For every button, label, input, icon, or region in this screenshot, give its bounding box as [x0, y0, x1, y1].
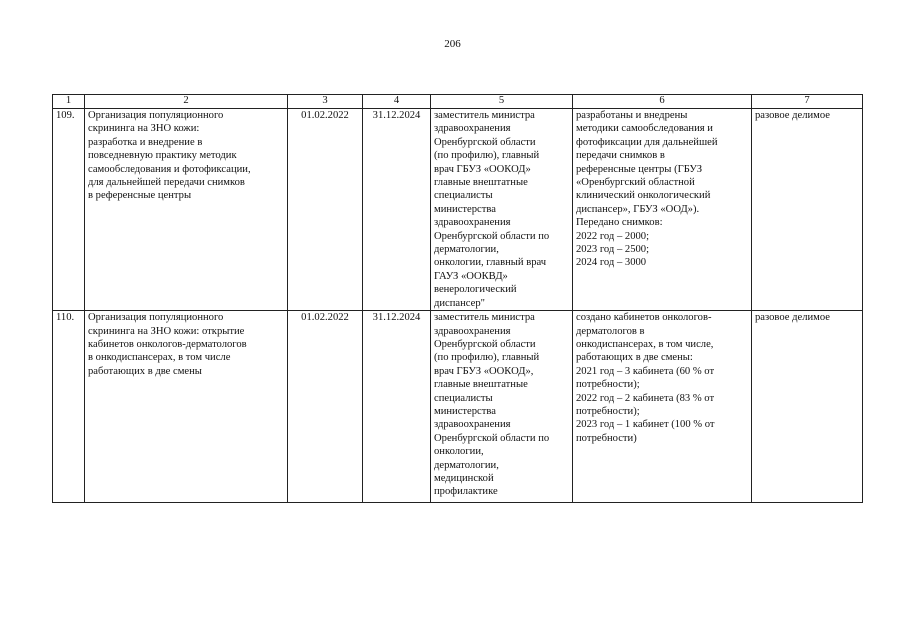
- measure-name-cell: [85, 109, 288, 311]
- text-line: разработаны и внедрены: [576, 110, 688, 121]
- text-line: дерматологов в: [576, 325, 645, 337]
- text-line: Организация популяционного: [88, 110, 224, 121]
- text-line: клинический онкологический: [576, 190, 711, 202]
- text-line: врач ГБУЗ «ООКОД»,: [434, 365, 534, 377]
- result-cell: [573, 311, 752, 503]
- text-line: методики самообследования и: [576, 123, 713, 135]
- text-line: скрининга на ЗНО кожи:: [88, 123, 200, 135]
- text-line: заместитель министра: [434, 312, 535, 324]
- text-line: 2022 год – 2000;: [576, 230, 650, 242]
- text-line: (по профилю), главный: [434, 150, 540, 162]
- text-line: дерматологии,: [434, 459, 499, 471]
- text-line: Оренбургской области по: [434, 230, 550, 242]
- text-line: ГАУЗ «ООКВД»: [434, 270, 508, 282]
- column-header: 2: [85, 95, 288, 109]
- text-line: скрининга на ЗНО кожи: открытие: [88, 325, 245, 337]
- table-row: [53, 109, 863, 311]
- measures-table: [52, 94, 863, 503]
- text-line: повседневную практику методик: [88, 150, 237, 162]
- end-date: 31.12.2024: [363, 109, 431, 311]
- text-line: референсные центры (ГБУЗ: [576, 163, 703, 175]
- measure-name-cell: [85, 311, 288, 503]
- text-line: диспансер», ГБУЗ «ООД»).: [576, 203, 700, 215]
- table-row: [53, 311, 863, 503]
- text-line: 2024 год – 3000: [576, 257, 647, 269]
- text-line: «Оренбургский областной: [576, 177, 695, 189]
- text-line: специалисты: [434, 392, 493, 404]
- text-line: передачи снимков в: [576, 150, 665, 162]
- column-header: 5: [431, 95, 573, 109]
- column-header: 4: [363, 95, 431, 109]
- text-line: здравоохранения: [434, 325, 511, 337]
- responsible-cell: [431, 109, 573, 311]
- text-line: медицинской: [434, 472, 494, 484]
- text-line: здравоохранения: [434, 419, 511, 431]
- text-line: профилактике: [434, 486, 498, 498]
- text-line: главные внештатные: [434, 379, 528, 391]
- text-line: Оренбургской области: [434, 136, 536, 148]
- header-row: [53, 95, 863, 109]
- text-line: работающих в две смены: [88, 365, 202, 377]
- text-line: самообследования и фотофиксации,: [88, 163, 251, 175]
- start-date: 01.02.2022: [288, 311, 363, 503]
- text-line: министерства: [434, 203, 496, 215]
- text-line: разработка и внедрение в: [88, 136, 203, 148]
- column-header: 1: [53, 95, 85, 109]
- text-line: в референсные центры: [88, 190, 192, 202]
- text-line: потребности);: [576, 379, 640, 391]
- text-line: фотофиксации для дальнейшей: [576, 136, 718, 148]
- column-header: 6: [573, 95, 752, 109]
- text-line: диспансер": [434, 297, 485, 309]
- text-line: работающих в две смены:: [576, 352, 693, 364]
- text-line: для дальнейшей передачи снимков: [88, 177, 245, 189]
- row-number: 109.: [53, 109, 85, 311]
- text-line: врач ГБУЗ «ООКОД»: [434, 163, 531, 175]
- start-date: 01.02.2022: [288, 109, 363, 311]
- text-line: здравоохранения: [434, 123, 511, 135]
- text-line: Организация популяционного: [88, 312, 224, 324]
- responsible-cell: [431, 311, 573, 503]
- text-line: главные внештатные: [434, 177, 528, 189]
- text-line: Оренбургской области по: [434, 432, 550, 444]
- text-line: кабинетов онкологов-дерматологов: [88, 338, 247, 350]
- column-header: 3: [288, 95, 363, 109]
- text-line: министерства: [434, 405, 496, 417]
- text-line: венерологический: [434, 284, 517, 296]
- text-line: (по профилю), главный: [434, 352, 540, 364]
- text-line: заместитель министра: [434, 110, 535, 121]
- text-line: Оренбургской области: [434, 338, 536, 350]
- text-line: здравоохранения: [434, 217, 511, 229]
- text-line: онкологии,: [434, 446, 484, 458]
- text-line: потребности);: [576, 405, 640, 417]
- end-date: 31.12.2024: [363, 311, 431, 503]
- text-line: в онкодиспансерах, в том числе: [88, 352, 231, 364]
- text-line: потребности): [576, 432, 637, 444]
- column-header: 7: [752, 95, 863, 109]
- row-number: 110.: [53, 311, 85, 503]
- text-line: 2023 год – 1 кабинет (100 % от: [576, 419, 715, 431]
- text-line: создано кабинетов онкологов-: [576, 312, 712, 324]
- measure-type: разовое делимое: [752, 311, 863, 503]
- result-cell: [573, 109, 752, 311]
- text-line: 2022 год – 2 кабинета (83 % от: [576, 392, 715, 404]
- text-line: специалисты: [434, 190, 493, 202]
- page-number: 206: [444, 38, 461, 50]
- text-line: Передано снимков:: [576, 217, 663, 229]
- text-line: онкодиспансерах, в том числе,: [576, 338, 714, 350]
- text-line: онкологии, главный врач: [434, 257, 547, 269]
- text-line: 2023 год – 2500;: [576, 244, 650, 256]
- text-line: 2021 год – 3 кабинета (60 % от: [576, 365, 715, 377]
- measure-type: разовое делимое: [752, 109, 863, 311]
- text-line: дерматологии,: [434, 244, 499, 256]
